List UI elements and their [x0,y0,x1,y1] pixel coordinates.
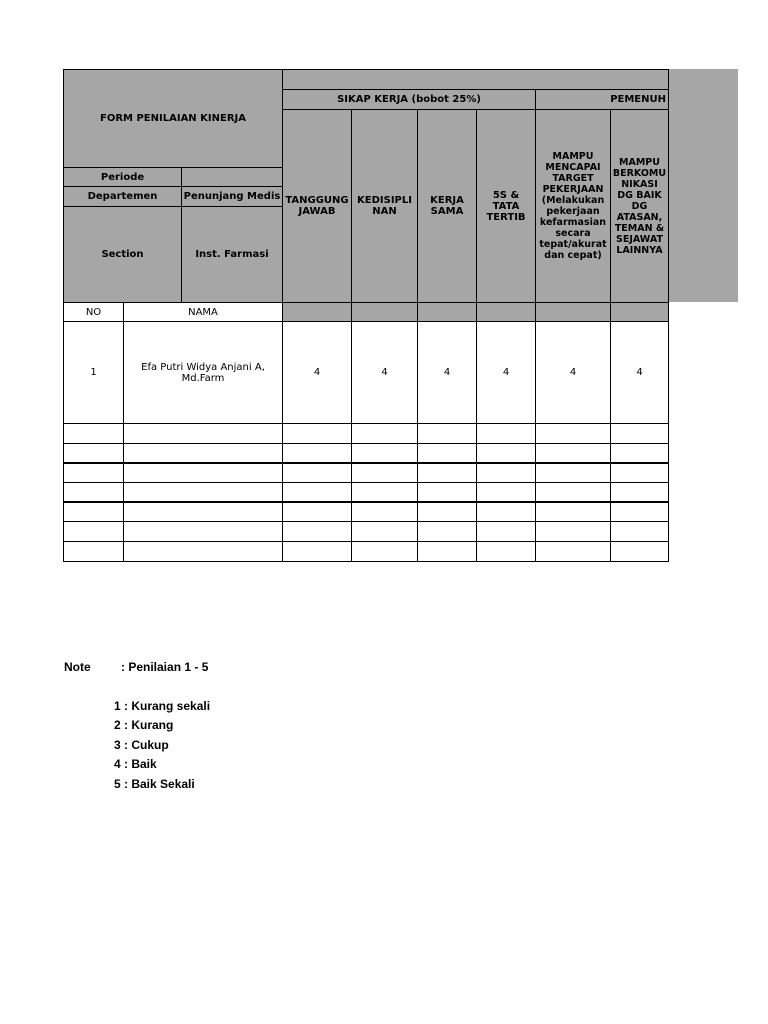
score-tanggung-jawab: 4 [282,321,352,424]
empty-cell [535,443,611,464]
empty-cell [63,501,124,522]
score-target: 4 [535,321,611,424]
empty-cell [417,521,477,542]
empty-cell [123,482,283,503]
empty-cell [535,501,611,522]
group-top-blank [282,69,669,90]
empty-cell [610,443,669,464]
empty-cell [535,482,611,503]
empty-cell [610,482,669,503]
score-kedisiplinan: 4 [351,321,418,424]
empty-cell [351,521,418,542]
empty-cell [123,541,283,562]
empty-cell [535,462,611,483]
note-range: : Penilaian 1 - 5 [121,660,209,674]
departemen-label: Departemen [63,186,182,207]
group-sikap-kerja: SIKAP KERJA (bobot 25%) [282,89,536,110]
header-no: NO [63,302,124,322]
empty-cell [63,423,124,444]
empty-cell [476,482,536,503]
empty-cell [63,462,124,483]
header-blank [535,302,611,322]
empty-cell [351,462,418,483]
header-blank [351,302,418,322]
header-blank [476,302,536,322]
note-item: 2 : Kurang [114,718,174,732]
empty-cell [282,501,352,522]
header-nama: NAMA [123,302,283,322]
departemen-value: Penunjang Medis [181,186,283,207]
section-value: Inst. Farmasi [181,206,283,303]
empty-cell [63,541,124,562]
empty-cell [417,462,477,483]
empty-cell [351,443,418,464]
empty-cell [282,443,352,464]
empty-cell [282,541,352,562]
empty-cell [417,482,477,503]
empty-cell [417,501,477,522]
empty-cell [63,521,124,542]
empty-cell [476,443,536,464]
empty-cell [123,443,283,464]
note-title: Note [64,660,91,674]
row-nama: Efa Putri Widya Anjani A, Md.Farm [123,321,283,424]
empty-cell [282,482,352,503]
empty-cell [535,541,611,562]
score-tata-tertib: 4 [476,321,536,424]
section-label: Section [63,206,182,303]
periode-value [181,167,283,187]
empty-cell [476,423,536,444]
empty-cell [610,541,669,562]
empty-cell [476,462,536,483]
empty-cell [535,423,611,444]
empty-cell [351,541,418,562]
periode-label: Periode [63,167,182,187]
header-blank [610,302,669,322]
header-blank [282,302,352,322]
note-item: 4 : Baik [114,757,157,771]
col-komunikasi: MAMPU BERKOMU NIKASI DG BAIK DG ATASAN, TEMAN & SEJAWAT LAINNYA [610,109,669,303]
empty-cell [351,501,418,522]
empty-cell [535,521,611,542]
empty-cell [610,521,669,542]
empty-cell [610,462,669,483]
empty-cell [476,521,536,542]
col-target-pekerjaan: MAMPU MENCAPAI TARGET PEKERJAAN (Melakukan pekerjaan kefarmasian secara tepat/akurat dan cepat) [535,109,611,303]
empty-cell [123,462,283,483]
empty-cell [123,501,283,522]
col-tata-tertib: 5S & TATA TERTIB [476,109,536,303]
empty-cell [351,423,418,444]
empty-cell [610,501,669,522]
row-no: 1 [63,321,124,424]
empty-cell [417,423,477,444]
empty-cell [417,443,477,464]
empty-cell [610,423,669,444]
empty-cell [63,482,124,503]
note-item: 3 : Cukup [114,738,169,752]
group-pemenuhan: PEMENUH [535,89,669,110]
note-item: 1 : Kurang sekali [114,699,211,713]
empty-cell [476,541,536,562]
score-komunikasi: 4 [610,321,669,424]
empty-cell [282,462,352,483]
note-item: 5 : Baik Sekali [114,777,195,791]
empty-cell [123,423,283,444]
empty-cell [476,501,536,522]
empty-cell [123,521,283,542]
col-kerja-sama: KERJA SAMA [417,109,477,303]
header-blank [417,302,477,322]
col-kedisiplinan: KEDISIPLI NAN [351,109,418,303]
empty-cell [282,423,352,444]
col-tanggung-jawab: TANGGUNG JAWAB [282,109,352,303]
empty-cell [63,443,124,464]
empty-cell [351,482,418,503]
empty-cell [282,521,352,542]
form-title: FORM PENILAIAN KINERJA [63,69,283,168]
score-kerja-sama: 4 [417,321,477,424]
empty-cell [417,541,477,562]
